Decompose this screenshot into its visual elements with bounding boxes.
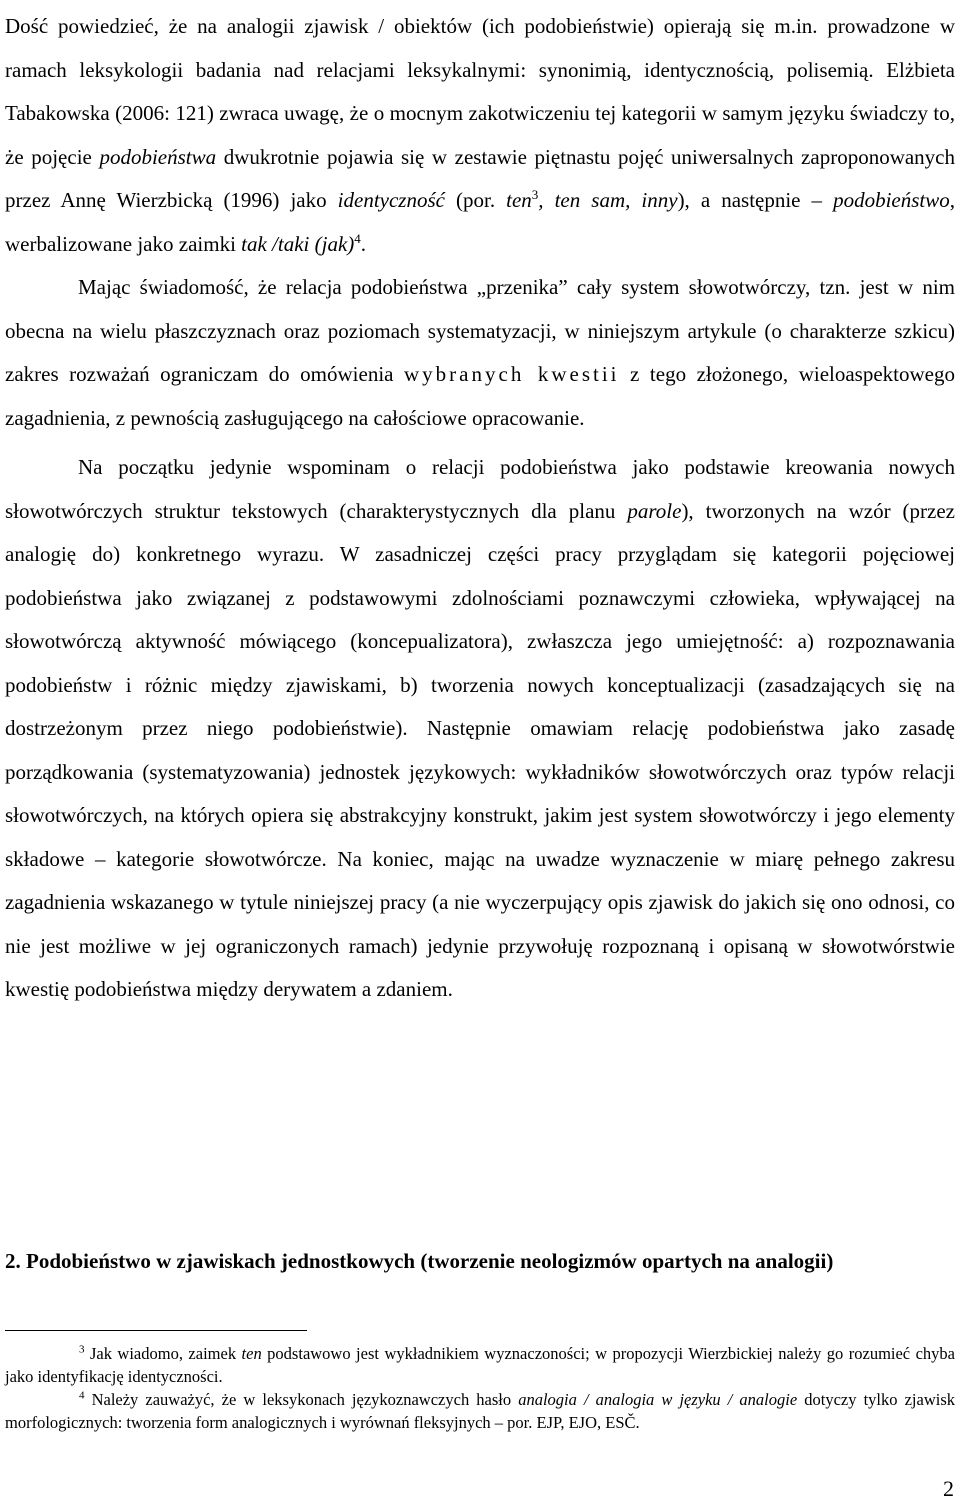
body-text (5, 5, 955, 1012)
footnote-ref-4[interactable]: 4 (354, 230, 361, 246)
footnote-divider (5, 1330, 307, 1331)
footnote-3: $^3$ Jak wiadomo, zaimek ten podstawowo jest wykładnikiem wyznaczoności; w propozycji Wierzbickiej należy go rozumieć chyba jako identyfikację identyczności. (5, 1343, 955, 1386)
footnote-ref-3[interactable]: 3 (531, 187, 539, 202)
page-number: 2 (943, 1476, 954, 1501)
paragraph-3: Na początku jedynie wspominam o relacji podobieństwa jako podstawie kreowania nowych słowotwórczych struktur tekstowych (charakterystycznych dla planu parole), tworzonych na wzór (przez analogię do) konkretnego wyrazu. W zasadniczej części pracy przyglądam się kategorii pojęciowej podobieństwa jako związanej z podstawowymi zdolnościami poznawczymi człowieka, wpływającej na słowotwórczą aktywność mówiącego (koncepualizatora), zwłaszcza jego umiejętność: a) rozpoznawania podobieństw i różnic między zjawiskami, b) tworzenia nowych konceptualizacji (zasadzających się na dostrzeżonym przez niego podobieństwie). Następnie omawiam relację podobieństwa jako zasadę porządkowania (systematyzowania) jednostek językowych: wykładników słowotwórczych oraz typów relacji słowotwórczych, na których opiera się abstrakcyjny konstrukt, jakim jest system słowotwórczy i jego elementy składowe – kategorie słowotwórcze. Na koniec, mając na uwadze wyznaczenie w miarę pełnego zakresu zagadnienia wskazanego w tytule niniejszej pracy (a nie wyczerpujący opis zjawisk do jakich się ono odnosi, co nie jest możliwe w jej ograniczonych ramach) jedynie przywołuję rozpoznaną i opisaną w słowotwórstwie kwestię podobieństwa między derywatem a zdaniem. (5, 455, 955, 1001)
paragraph-1: Dość powiedzieć, że na analogii zjawisk / obiektów (ich podobieństwie) opierają się m.in. prowadzone w ramach leksykologii badania nad relacjami leksykalnymi: synonimią, identycznością, polisemią. Elżbieta Tabakowska (2006: 121) zwraca uwagę, że o mocnym zakotwiczeniu tej kategorii w samym języku świadczy to, że pojęcie podobieństwa dwukrotnie pojawia się w zestawie piętnastu pojęć uniwersalnych zaproponowanych przez Annę Wierzbicką (1996) jako identyczność (por. ten$^3$, ten sam, inny), a następnie – podobieństwo, werbalizowane jako zaimki tak /taki (jak)$^4$. (5, 14, 956, 256)
section-heading: 2. Podobieństwo w zjawiskach jednostkowych (tworzenie neologizmów opartych na analogii) (5, 1249, 834, 1273)
footnotes (5, 1342, 955, 1434)
footnote-4: $^4$ Należy zauważyć, że w leksykonach językoznawczych hasło analogia / analogia w języku / analogie dotyczy tylko zjawisk morfologicznych: tworzenia form analogicznych i wyrównań fleksyjnych – por. EJP, EJO, ESČ. (5, 1389, 955, 1432)
paragraph-2: Mając świadomość, że relacja podobieństwa „przenika” cały system słowotwórczy, tzn. jest w nim obecna na wielu płaszczyznach oraz poziomach systematyzacji, w niniejszym artykule (o charakterze szkicu) zakres rozważań ograniczam do omówienia wybranych kwestii z tego złożonego, wieloaspektowego zagadnienia, z pewnością zasługującego na całościowe opracowanie. (5, 275, 955, 430)
